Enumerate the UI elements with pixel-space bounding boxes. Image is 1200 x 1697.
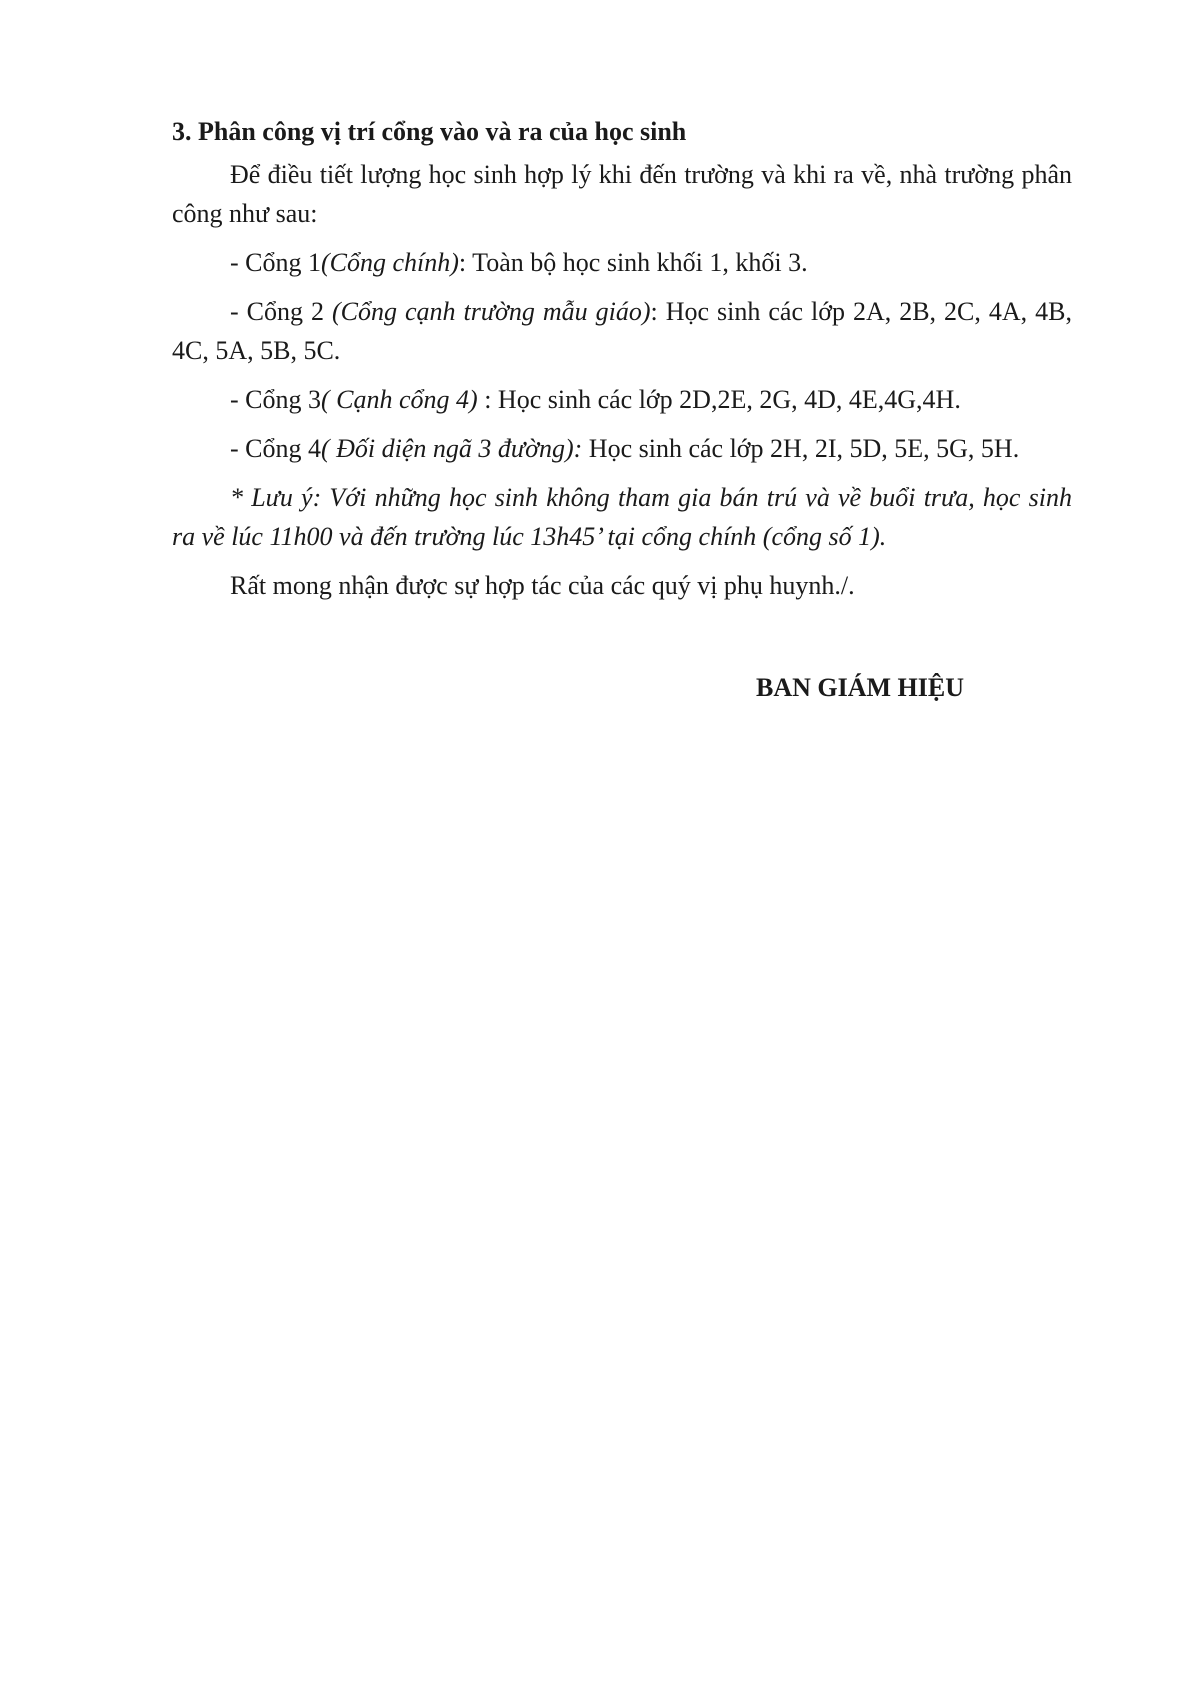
document-body bbox=[172, 112, 1072, 615]
gate-item bbox=[172, 292, 1072, 370]
gate-students: : Học sinh các lớp 2A, 2B, 2C, 4A, 4B, 4C, 5A, 5B, 5C. bbox=[172, 297, 1072, 365]
signature-block: BAN GIÁM HIỆU bbox=[756, 673, 965, 702]
gate-students: : Toàn bộ học sinh khối 1, khối 3. bbox=[458, 248, 808, 277]
note-paragraph: * Lưu ý: Với những học sinh không tham gia bán trú và về buổi trưa, học sinh ra về lúc 11h00 và đến trường lúc 13h45’ tại cổng chính (cổng số 1). bbox=[172, 483, 1072, 551]
section-heading: 3. Phân công vị trí cổng vào và ra của học sinh bbox=[172, 117, 687, 146]
gate-location: (Cổng cạnh trường mẫu giáo) bbox=[331, 297, 651, 326]
gate-students: : Học sinh các lớp 2D,2E, 2G, 4D, 4E,4G,4H. bbox=[477, 385, 961, 414]
intro-paragraph: Để điều tiết lượng học sinh hợp lý khi đến trường và khi ra về, nhà trường phân công như sau: bbox=[172, 160, 1072, 228]
gate-label: - Cổng 4 bbox=[230, 434, 321, 463]
gate-item bbox=[172, 429, 1072, 468]
gate-item bbox=[172, 380, 1072, 419]
gate-label: - Cổng 3 bbox=[230, 385, 321, 414]
gate-item bbox=[172, 243, 1072, 282]
gate-label: - Cổng 1 bbox=[230, 248, 321, 277]
gate-location: ( Cạnh cổng 4) bbox=[321, 385, 478, 414]
gate-students: Học sinh các lớp 2H, 2I, 5D, 5E, 5G, 5H. bbox=[582, 434, 1020, 463]
gate-label: - Cổng 2 bbox=[230, 297, 332, 326]
gate-location: (Cổng chính) bbox=[321, 248, 459, 277]
closing-paragraph: Rất mong nhận được sự hợp tác của các quý vị phụ huynh./. bbox=[230, 571, 855, 600]
gate-location: ( Đối diện ngã 3 đường): bbox=[321, 434, 583, 463]
